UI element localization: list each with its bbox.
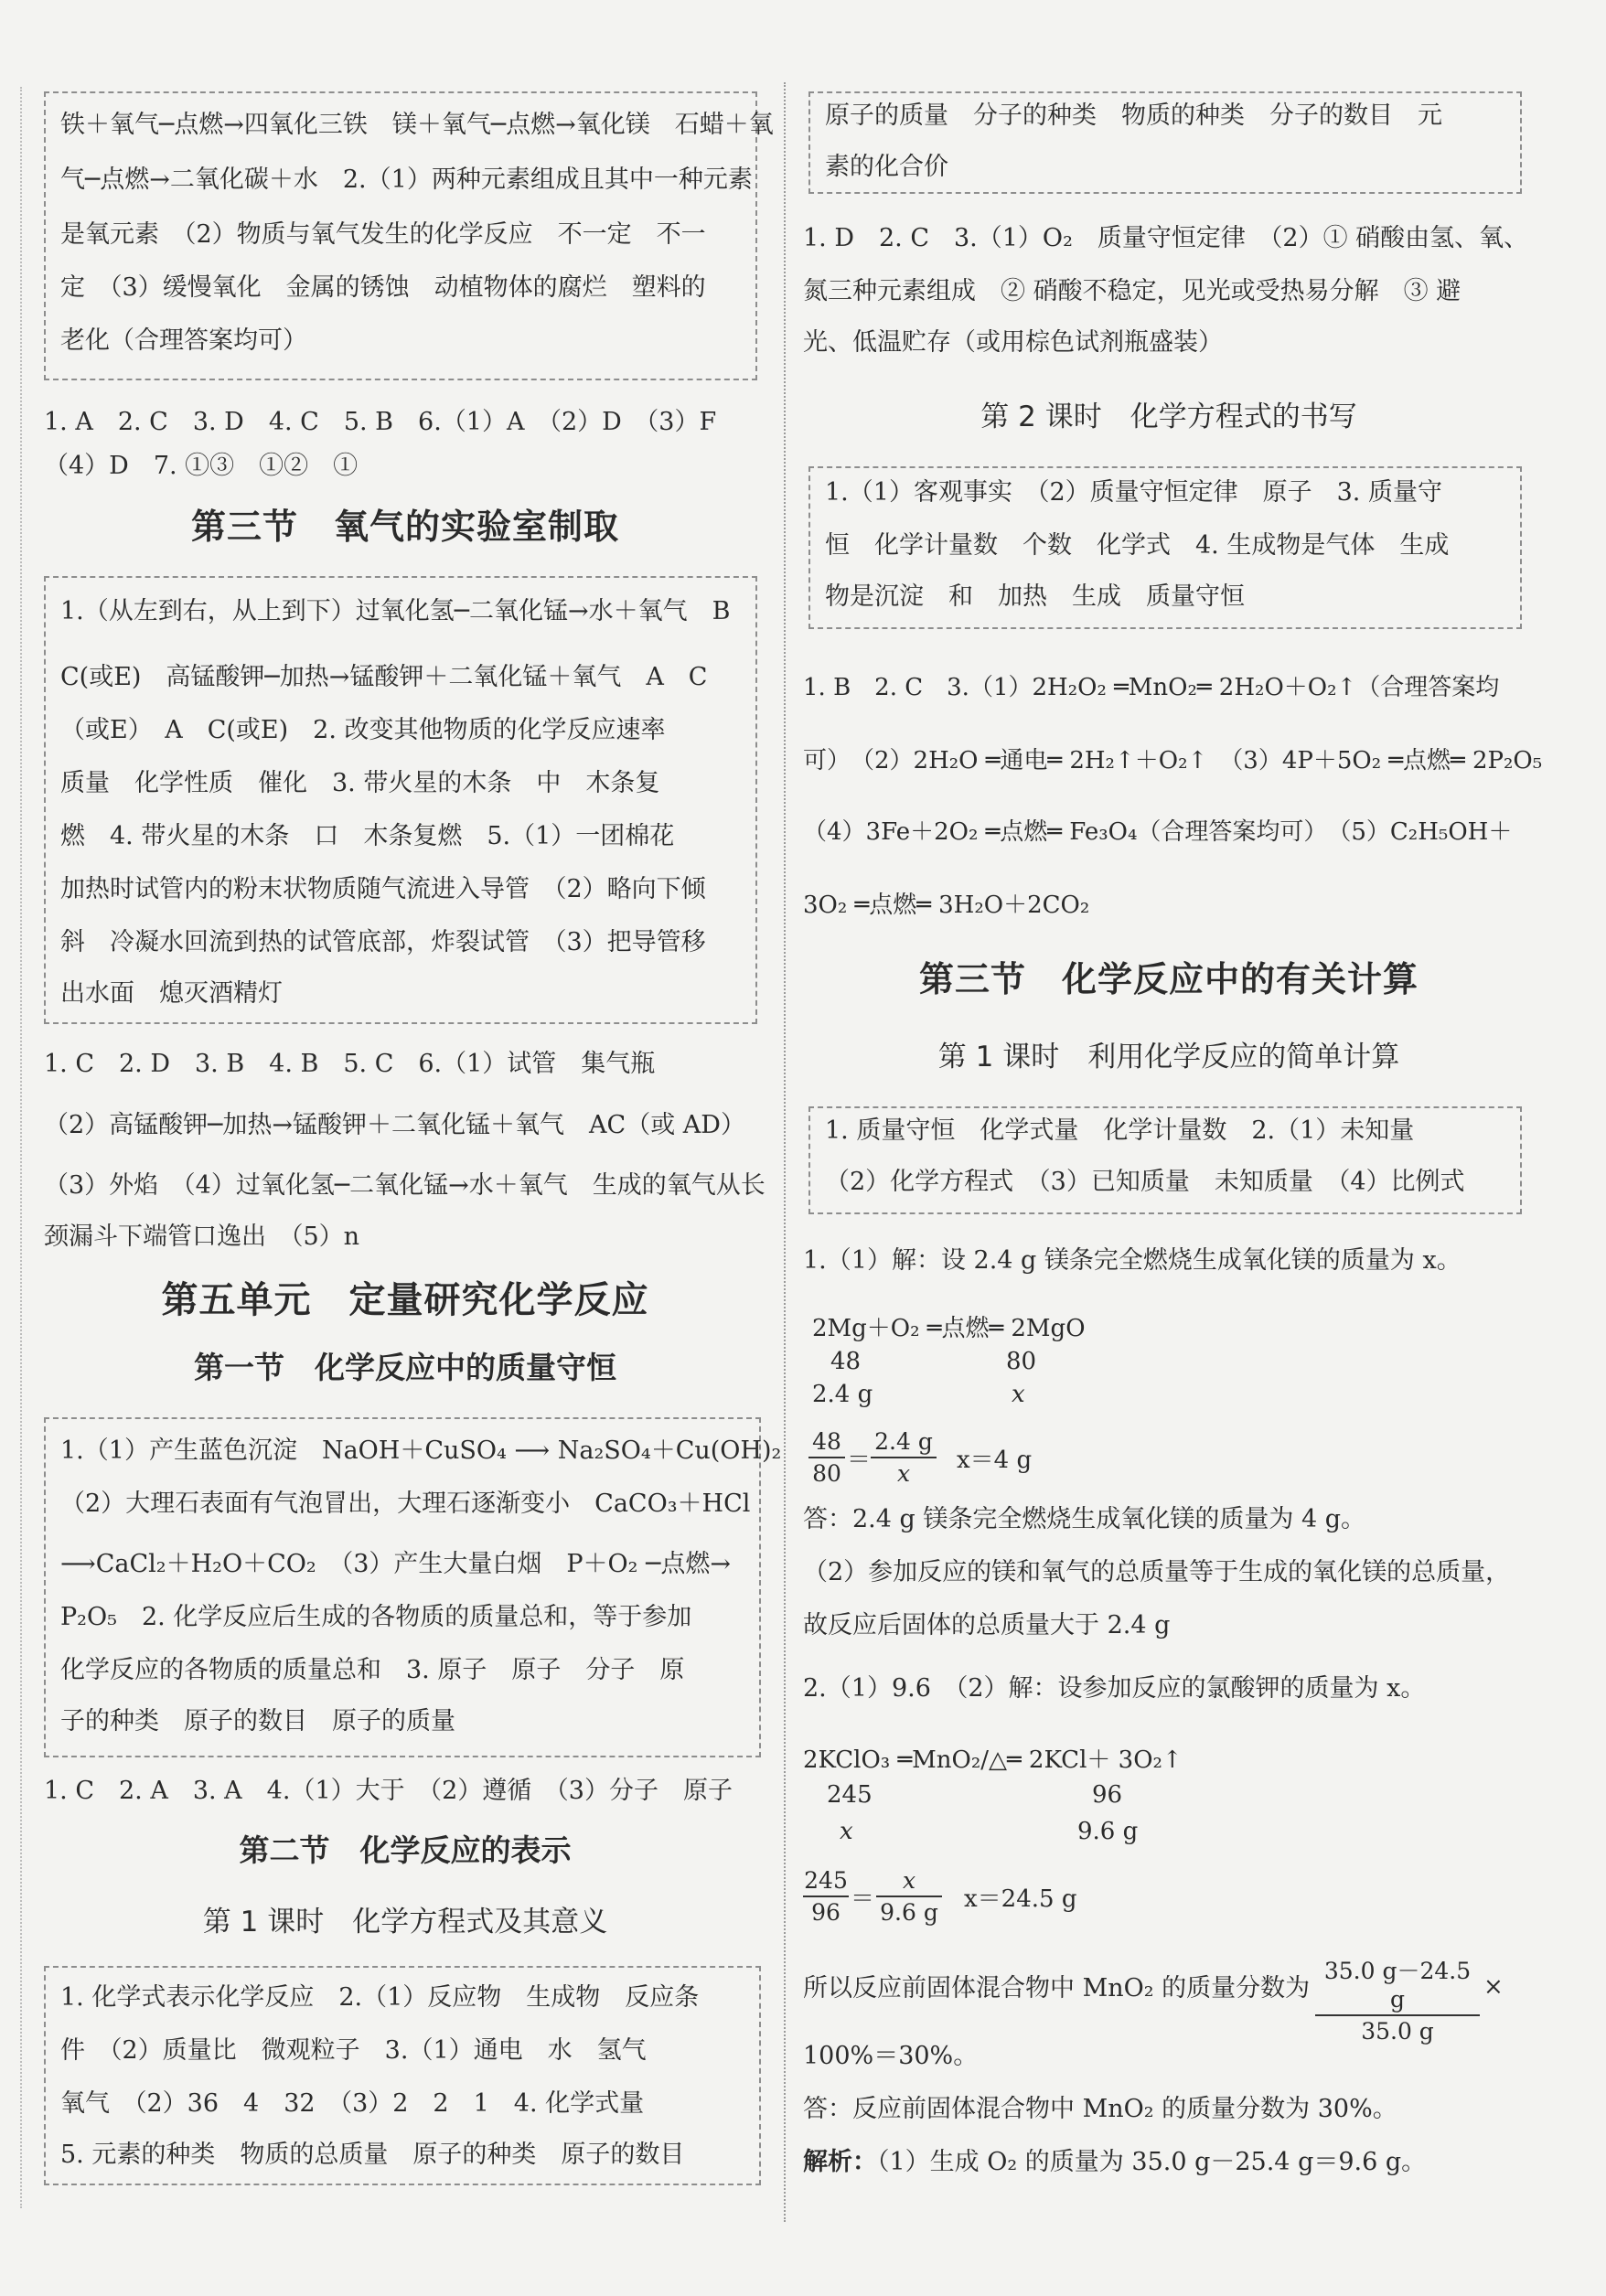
section-heading: 第三节 化学反应中的有关计算 — [918, 959, 1419, 999]
analysis-line — [803, 2147, 1426, 2178]
column-divider — [784, 82, 786, 2222]
fraction-denominator: x — [896, 1460, 911, 1487]
unit-heading: 第五单元 定量研究化学反应 — [161, 1279, 649, 1321]
calc-intro: 2.（1）9.6 （2）解：设参加反应的氯酸钾的质量为 x。 — [803, 1674, 1426, 1703]
box-line: 出水面 熄灭酒精灯 — [60, 979, 283, 1008]
fraction-right — [876, 1867, 942, 1926]
explanation-line: （2）参加反应的镁和氧气的总质量等于生成的氧化镁的总质量， — [803, 1558, 1511, 1586]
box-line: 恒 化学计量数 个数 化学式 4. 生成物是气体 生成 — [825, 531, 1450, 560]
box-line: 5. 元素的种类 物质的总质量 原子的种类 原子的数目 — [60, 2141, 685, 2169]
known-mass: 2.4 g — [812, 1381, 873, 1408]
box-line: 件 （2）质量比 微观粒子 3.（1）通电 水 氢气 — [60, 2036, 647, 2065]
answer-statement: 答：反应前固体混合物中 MnO₂ 的质量分数为 30%。 — [803, 2095, 1397, 2123]
fraction-numerator: 245 — [804, 1867, 848, 1894]
answer-box-simple-calc — [808, 1106, 1522, 1214]
section-heading: 第一节 化学反应中的质量守恒 — [194, 1350, 616, 1385]
box-line: 铁＋氧气─点燃→四氧化三铁 镁＋氧气─点燃→氧化镁 石蜡＋氧 — [60, 111, 774, 139]
answer-box-equation-writing — [808, 466, 1522, 629]
fraction-right — [871, 1428, 937, 1487]
page-edge-rule — [20, 87, 22, 2208]
answer-line: 1. C 2. A 3. A 4.（1）大于 （2）遵循 （3）分子 原子 — [44, 1777, 733, 1805]
box-line: （2）大理石表面有气泡冒出，大理石逐渐变小 CaCO₃＋HCl — [60, 1490, 751, 1518]
lesson-heading: 第 1 课时 化学方程式及其意义 — [202, 1906, 608, 1938]
box-line: 子的种类 原子的数目 原子的质量 — [60, 1707, 455, 1735]
answer-statement: 答：2.4 g 镁条完全燃烧生成氧化镁的质量为 4 g。 — [803, 1505, 1366, 1533]
box-line: 1. 化学式表示化学反应 2.（1）反应物 生成物 反应条 — [60, 1983, 700, 2012]
fraction-denominator: 35.0 g — [1361, 2018, 1434, 2045]
equation-kclo3: 2KClO₃ ═MnO₂/△═ 2KCl＋ 3O₂↑ — [803, 1746, 1183, 1774]
fraction-numerator: x — [902, 1867, 916, 1894]
answer-line: （4）3Fe＋2O₂ ═点燃═ Fe₃O₄（合理答案均可） （5）C₂H₅OH＋ — [803, 818, 1513, 846]
fraction-denominator: 96 — [811, 1899, 840, 1926]
answer-line: 颈漏斗下端管口逸出 （5）n — [44, 1223, 360, 1251]
section-heading: 第二节 化学反应的表示 — [239, 1832, 572, 1868]
answer-box-continued — [808, 91, 1522, 194]
answer-line: 光、低温贮存（或用棕色试剂瓶盛装） — [803, 328, 1223, 357]
unknown-x: x — [1012, 1381, 1025, 1408]
fraction-denominator: 9.6 g — [880, 1899, 938, 1926]
answer-line: 1. D 2. C 3.（1）O₂ 质量守恒定律 （2）① 硝酸由氢、氧、 — [803, 224, 1529, 252]
unknown-x: x — [840, 1818, 853, 1845]
analysis-text: （1）生成 O₂ 的质量为 35.0 g－25.4 g＝9.6 g。 — [877, 2148, 1427, 2176]
fraction-left — [808, 1428, 845, 1487]
answer-line: 1. A 2. C 3. D 4. C 5. B 6.（1）A （2）D （3）F — [44, 408, 717, 436]
box-line: 老化（合理答案均可） — [60, 326, 307, 355]
box-line: 原子的质量 分子的种类 物质的种类 分子的数目 元 — [825, 101, 1442, 130]
answer-line: （3）外焰 （4）过氧化氢─二氧化锰→水＋氧气 生成的氧气从长 — [44, 1171, 766, 1200]
box-line: 燃 4. 带火星的木条 口 木条复燃 5.（1）一团棉花 — [60, 822, 675, 850]
box-line: 氧气 （2）36 4 32 （3）2 2 1 4. 化学式量 — [60, 2089, 645, 2118]
molar-mass-mg: 48 — [830, 1348, 862, 1375]
fraction-denominator: 80 — [812, 1460, 841, 1487]
answer-box-oxygen-properties — [44, 91, 774, 380]
box-line: 加热时试管内的粉末状物质随气流进入导管 （2）略向下倾 — [60, 875, 706, 903]
lesson-heading: 第 1 课时 利用化学反应的简单计算 — [937, 1041, 1400, 1073]
fraction-numerator: 35.0 g－24.5 g — [1323, 1958, 1472, 2013]
box-line: （或E） A C(或E) 2. 改变其他物质的化学反应速率 — [60, 716, 666, 744]
box-line: 定 （3）缓慢氧化 金属的锈蚀 动植物体的腐烂 塑料的 — [60, 273, 706, 302]
fraction-numerator: 48 — [812, 1428, 841, 1455]
known-mass: 9.6 g — [1077, 1818, 1139, 1845]
answer-line: 可） （2）2H₂O ═通电═ 2H₂↑＋O₂↑ （3）4P＋5O₂ ═点燃═ 2P₂O₅ — [803, 747, 1543, 774]
fraction-left — [803, 1867, 849, 1926]
answer-line: 3O₂ ═点燃═ 3H₂O＋2CO₂ — [803, 892, 1090, 919]
answer-box-equation-meaning — [44, 1966, 761, 2185]
fraction-numerator: 2.4 g — [874, 1428, 933, 1455]
box-line: 化学反应的各物质的质量总和 3. 原子 原子 分子 原 — [60, 1656, 685, 1684]
answer-line: （2）高锰酸钾─加热→锰酸钾＋二氧化锰＋氧气 AC（或 AD） — [44, 1111, 745, 1139]
analysis-label: 解析： — [803, 2148, 877, 2176]
equation-mg: 2Mg＋O₂ ═点燃═ 2MgO — [812, 1315, 1086, 1342]
answer-box-oxygen-lab — [44, 576, 757, 1024]
calc-intro: 1.（1）解：设 2.4 g 镁条完全燃烧生成氧化镁的质量为 x。 — [803, 1246, 1461, 1275]
box-line: 斜 冷凝水回流到热的试管底部，炸裂试管 （3）把导管移 — [60, 928, 706, 956]
equals-sign: ＝ — [847, 1447, 872, 1474]
percent-fraction — [1315, 1953, 1480, 2045]
box-line: P₂O₅ 2. 化学反应后生成的各物质的质量总和，等于参加 — [60, 1603, 692, 1631]
answer-box-mass-conservation — [44, 1417, 782, 1757]
result-x: x＝24.5 g — [964, 1885, 1077, 1913]
result-x: x＝4 g — [957, 1447, 1033, 1474]
box-line: 是氧元素 （2）物质与氧气发生的化学反应 不一定 不一 — [60, 220, 706, 249]
molar-mass-mgo: 80 — [1006, 1348, 1037, 1375]
explanation-line: 故反应后固体的总质量大于 2.4 g — [803, 1611, 1171, 1639]
box-line: 1.（1）客观事实 （2）质量守恒定律 原子 3. 质量守 — [825, 478, 1442, 507]
equals-sign: ＝ — [851, 1885, 875, 1913]
times-sign: × — [1483, 1973, 1504, 2001]
section-heading: 第三节 氧气的实验室制取 — [190, 507, 619, 547]
box-line: ⟶CaCl₂＋H₂O＋CO₂ （3）产生大量白烟 P＋O₂ ─点燃→ — [60, 1550, 731, 1578]
molar-mass-kclo3: 245 — [827, 1781, 873, 1809]
box-line: 1. 质量守恒 化学式量 化学计量数 2.（1）未知量 — [825, 1116, 1415, 1145]
box-line: 1.（从左到右，从上到下）过氧化氢─二氧化锰→水＋氧气 B — [60, 597, 731, 625]
box-line: 质量 化学性质 催化 3. 带火星的木条 中 木条复 — [60, 769, 660, 797]
percent-line: 所以反应前固体混合物中 MnO₂ 的质量分数为 — [803, 1974, 1311, 2002]
answer-line: 1. C 2. D 3. B 4. B 5. C 6.（1）试管 集气瓶 — [44, 1050, 656, 1078]
lesson-heading: 第 2 课时 化学方程式的书写 — [980, 400, 1357, 433]
percent-result: 100%＝30%。 — [803, 2042, 979, 2070]
box-line: 素的化合价 — [825, 153, 948, 181]
answer-line: 氮三种元素组成 ② 硝酸不稳定，见光或受热易分解 ③ 避 — [803, 277, 1461, 305]
box-line: 气─点燃→二氧化碳＋水 2.（1）两种元素组成且其中一种元素 — [60, 166, 753, 194]
box-line: 物是沉淀 和 加热 生成 质量守恒 — [825, 582, 1245, 611]
answer-line: （4）D 7. ①③ ①② ① — [44, 452, 359, 480]
box-line: （2）化学方程式 （3）已知质量 未知质量 （4）比例式 — [825, 1168, 1465, 1196]
molar-mass-o2: 96 — [1092, 1781, 1123, 1809]
box-line: C(或E) 高锰酸钾─加热→锰酸钾＋二氧化锰＋氧气 A C — [60, 663, 708, 691]
answer-line: 1. B 2. C 3.（1）2H₂O₂ ═MnO₂═ 2H₂O＋O₂↑（合理答案均 — [803, 674, 1500, 701]
box-line: 1.（1）产生蓝色沉淀 NaOH＋CuSO₄ ⟶ Na₂SO₄＋Cu(OH)₂ — [60, 1436, 782, 1465]
